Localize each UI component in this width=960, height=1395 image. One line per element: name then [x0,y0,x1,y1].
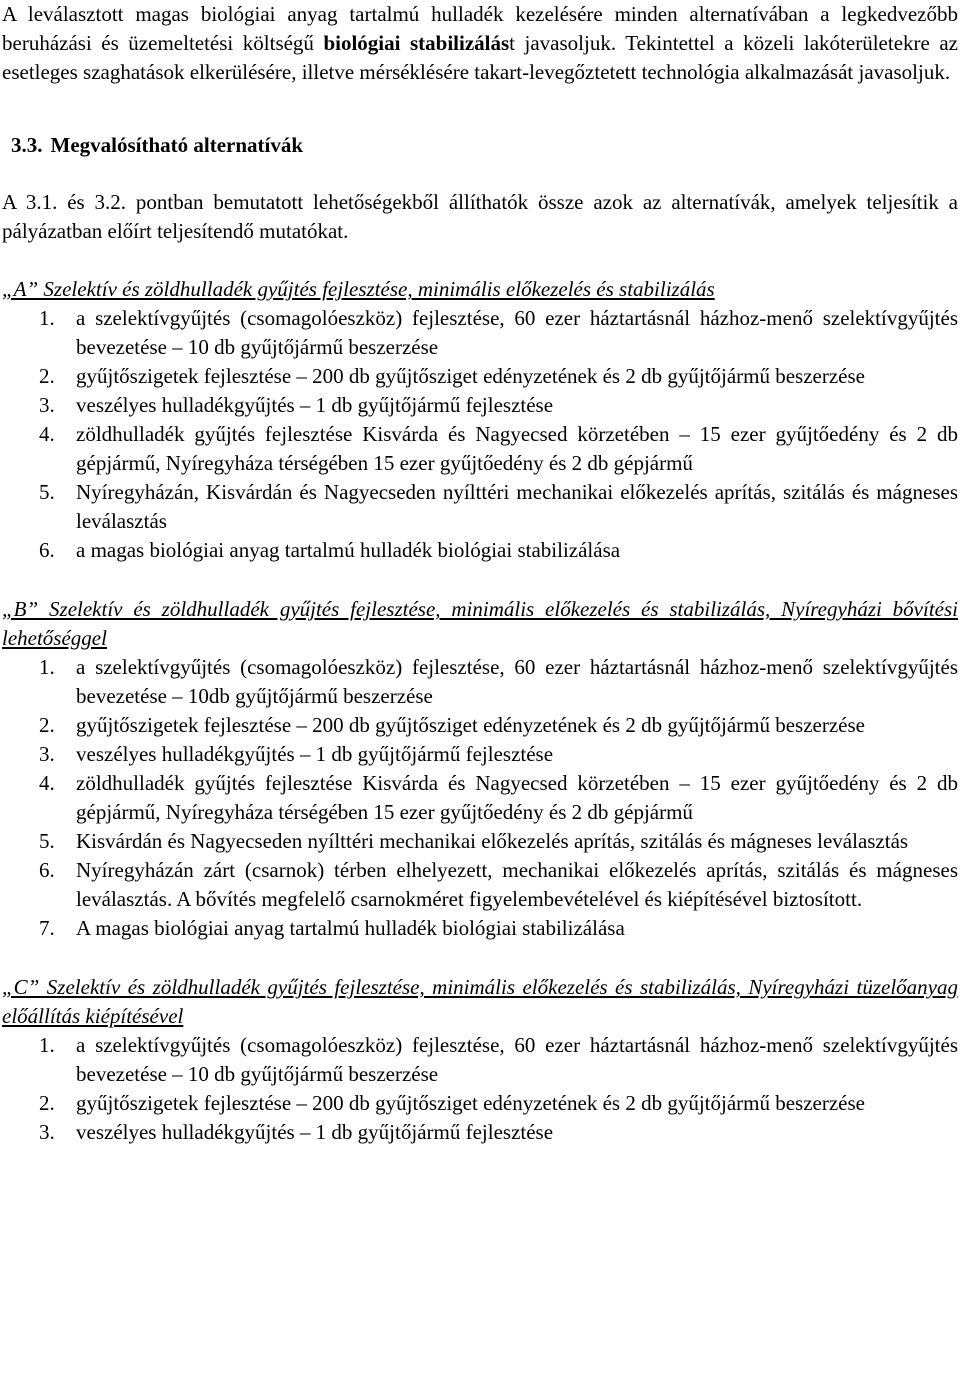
item-number: 1. [39,1033,55,1057]
list-item [2,1089,958,1118]
item-text: gyűjtőszigetek fejlesztése – 200 db gyűjtősziget edényzetének és 2 db gyűjtőjármű beszerzése [76,713,865,737]
item-text: Kisvárdán és Nagyecseden nyílttéri mechanikai előkezelés aprítás, szitálás és mágneses leválasztás [76,829,909,853]
intro-paragraph [2,0,958,87]
list-item [2,391,958,420]
item-number: 7. [39,916,55,940]
lead-paragraph: A 3.1. és 3.2. pontban bemutatott lehetőségekből állíthatók össze azok az alternatívák, amelyek teljesítik a pályázatban előírt teljesítendő mutatókat. [2,190,958,243]
item-text: veszélyes hulladékgyűjtés – 1 db gyűjtőjármű fejlesztése [76,393,554,417]
item-number: 1. [39,306,55,330]
item-number: 2. [39,1091,55,1115]
item-number: 3. [39,1120,55,1144]
item-number: 5. [39,480,55,504]
list-item [2,740,958,769]
item-number: 4. [39,771,55,795]
item-text: gyűjtőszigetek fejlesztése – 200 db gyűjtősziget edényzetének és 2 db gyűjtőjármű beszerzése [76,364,865,388]
item-number: 4. [39,422,55,446]
alternative-b-list [2,653,958,943]
list-item [2,362,958,391]
item-number: 5. [39,829,55,853]
item-text: a magas biológiai anyag tartalmú hulladék biológiai stabilizálása [76,538,621,562]
item-text: a szelektívgyűjtés (csomagolóeszköz) fejlesztése, 60 ezer háztartásnál házhoz-menő szelektívgyűjtés bevezetése – 10 db gyűjtőjármű beszerzése [76,1033,958,1086]
item-text: zöldhulladék gyűjtés fejlesztése Kisvárda és Nagyecsed körzetében – 15 ezer gyűjtőedény és 2 db gépjármű, Nyíregyháza térségében 15 ezer gyűjtőedény és 2 db gépjármű [76,422,958,475]
list-item [2,769,958,827]
alternative-a-list [2,304,958,565]
list-item [2,653,958,711]
item-number: 6. [39,858,55,882]
item-number: 3. [39,393,55,417]
item-text: gyűjtőszigetek fejlesztése – 200 db gyűjtősziget edényzetének és 2 db gyűjtőjármű beszerzése [76,1091,865,1115]
list-item [2,827,958,856]
intro-text-before: A leválasztott magas biológiai anyag tartalmú hulladék kezelésére minden alternatívában a legkedvezőbb beruházási és üzemeltetési költségű [2,2,958,55]
alternative-c-list [2,1031,958,1147]
item-number: 2. [39,713,55,737]
item-number: 3. [39,742,55,766]
intro-text-after: t javasoljuk. Tekintettel a közeli lakóterületekre az esetleges szaghatások elkerülésére, illetve mérséklésére takart-levegőztetett technológia alkalmazását javasoljuk. [2,31,958,84]
item-number: 6. [39,538,55,562]
section-heading [11,131,958,160]
list-item [2,1118,958,1147]
alternative-a-title: „A” Szelektív és zöldhulladék gyűjtés fejlesztése, minimális előkezelés és stabilizálás [2,277,715,301]
item-number: 1. [39,655,55,679]
alternative-c-title: „C” Szelektív és zöldhulladék gyűjtés fejlesztése, minimális előkezelés és stabilizálás, Nyíregyházi tüzelőanyag előállítás kiépítésével [2,975,958,1028]
item-number: 2. [39,364,55,388]
list-item [2,304,958,362]
list-item [2,420,958,478]
item-text: veszélyes hulladékgyűjtés – 1 db gyűjtőjármű fejlesztése [76,1120,554,1144]
list-item [2,478,958,536]
list-item [2,711,958,740]
item-text: Nyíregyházán zárt (csarnok) térben elhelyezett, mechanikai előkezelés aprítás, szitálás és mágneses leválasztás. A bővítés megfelelő csarnokméret figyelembevételével és kiépítésével biztosított. [76,858,958,911]
item-text: veszélyes hulladékgyűjtés – 1 db gyűjtőjármű fejlesztése [76,742,554,766]
list-item [2,914,958,943]
list-item [2,1031,958,1089]
intro-bold-text: biológiai stabilizálás [323,31,510,55]
item-text: A magas biológiai anyag tartalmú hulladék biológiai stabilizálása [76,916,625,940]
list-item [2,536,958,565]
section-number: 3.3. [11,133,43,157]
item-text: zöldhulladék gyűjtés fejlesztése Kisvárda és Nagyecsed körzetében – 15 ezer gyűjtőedény és 2 db gépjármű, Nyíregyháza térségében 15 ezer gyűjtőedény és 2 db gépjármű [76,771,958,824]
item-text: a szelektívgyűjtés (csomagolóeszköz) fejlesztése, 60 ezer háztartásnál házhoz-menő szelektívgyűjtés bevezetése – 10 db gyűjtőjármű beszerzése [76,306,958,359]
item-text: Nyíregyházán, Kisvárdán és Nagyecseden nyílttéri mechanikai előkezelés aprítás, szitálás és mágneses leválasztás [76,480,958,533]
section-title: Megvalósítható alternatívák [50,133,304,157]
item-text: a szelektívgyűjtés (csomagolóeszköz) fejlesztése, 60 ezer háztartásnál házhoz-menő szelektívgyűjtés bevezetése – 10db gyűjtőjármű beszerzése [76,655,958,708]
alternative-b-title: „B” Szelektív és zöldhulladék gyűjtés fejlesztése, minimális előkezelés és stabilizálás, Nyíregyházi bővítési lehetőséggel [2,597,958,650]
list-item [2,856,958,914]
